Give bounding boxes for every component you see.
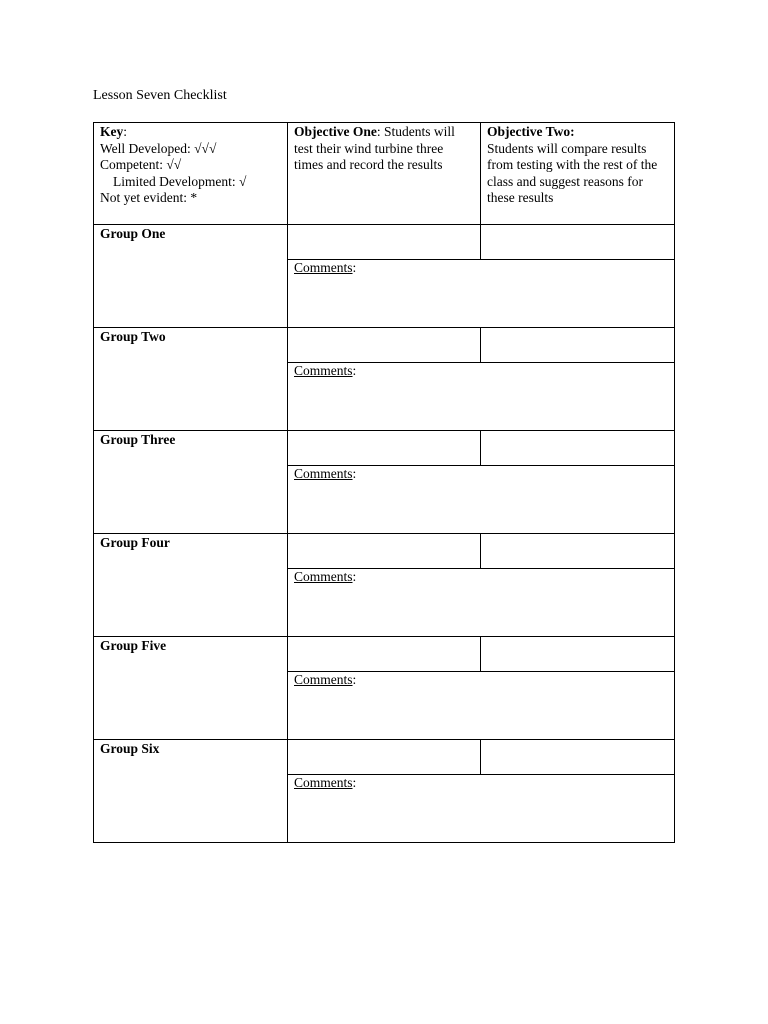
group-four-comments-cell[interactable]: Comments: [288,569,675,637]
group-one-score-row [94,225,675,260]
group-six-comments-cell[interactable]: Comments: [288,775,675,843]
key-heading: Key: [100,124,128,139]
group-three-objective-two-score[interactable] [481,431,675,466]
document-title: Lesson Seven Checklist [93,88,227,103]
group-one-name: Group One [100,226,166,241]
group-four-name-cell [94,534,288,637]
group-two-score-row [94,328,675,363]
key-cell [94,123,288,225]
key-item-limited-development: Limited Development: √ [113,173,247,189]
group-six-objective-two-score[interactable] [481,740,675,775]
objective-one-text: : Students will test their wind turbine three times and record the results [294,124,455,172]
header-row [94,123,675,225]
group-one-objective-two-score[interactable] [481,225,675,260]
group-four-objective-one-score[interactable] [288,534,481,569]
group-six-objective-one-score[interactable] [288,740,481,775]
group-two-comments-label: Comments [294,363,353,378]
group-five-score-row [94,637,675,672]
group-four-comments-label: Comments [294,569,353,584]
group-six-name-cell [94,740,288,843]
group-one-comments-label: Comments [294,260,353,275]
group-three-name: Group Three [100,432,176,447]
group-one-comments-cell[interactable]: Comments: [288,260,675,328]
group-five-objective-one-score[interactable] [288,637,481,672]
group-five-comments-cell[interactable]: Comments: [288,672,675,740]
group-three-objective-one-score[interactable] [288,431,481,466]
checklist-table [93,122,675,843]
key-item-not-yet-evident: Not yet evident: * [100,190,198,205]
group-six-comments-label: Comments [294,775,353,790]
group-three-name-cell [94,431,288,534]
group-five-name: Group Five [100,638,167,653]
group-two-objective-one-score[interactable] [288,328,481,363]
group-five-objective-two-score[interactable] [481,637,675,672]
group-six-name: Group Six [100,741,160,756]
group-six-score-row [94,740,675,775]
objective-one-heading: Objective One [294,124,377,139]
group-four-objective-two-score[interactable] [481,534,675,569]
group-two-objective-two-score[interactable] [481,328,675,363]
group-two-comments-cell[interactable]: Comments: [288,363,675,431]
group-three-comments-label: Comments [294,466,353,481]
objective-two-header [481,123,675,225]
group-four-name: Group Four [100,535,170,550]
objective-two-text: Students will compare results from testing with the rest of the class and suggest reasons for these results [487,140,658,205]
group-one-name-cell [94,225,288,328]
group-one-objective-one-score[interactable] [288,225,481,260]
group-five-comments-label: Comments [294,672,353,687]
group-three-score-row [94,431,675,466]
objective-one-header [288,123,481,225]
group-two-name: Group Two [100,329,166,344]
group-two-name-cell [94,328,288,431]
group-five-name-cell [94,637,288,740]
objective-two-heading: Objective Two: [487,124,575,139]
key-item-competent: Competent: √√ [100,157,182,172]
group-three-comments-cell[interactable]: Comments: [288,466,675,534]
key-item-well-developed: Well Developed: √√√ [100,140,217,156]
group-four-score-row [94,534,675,569]
